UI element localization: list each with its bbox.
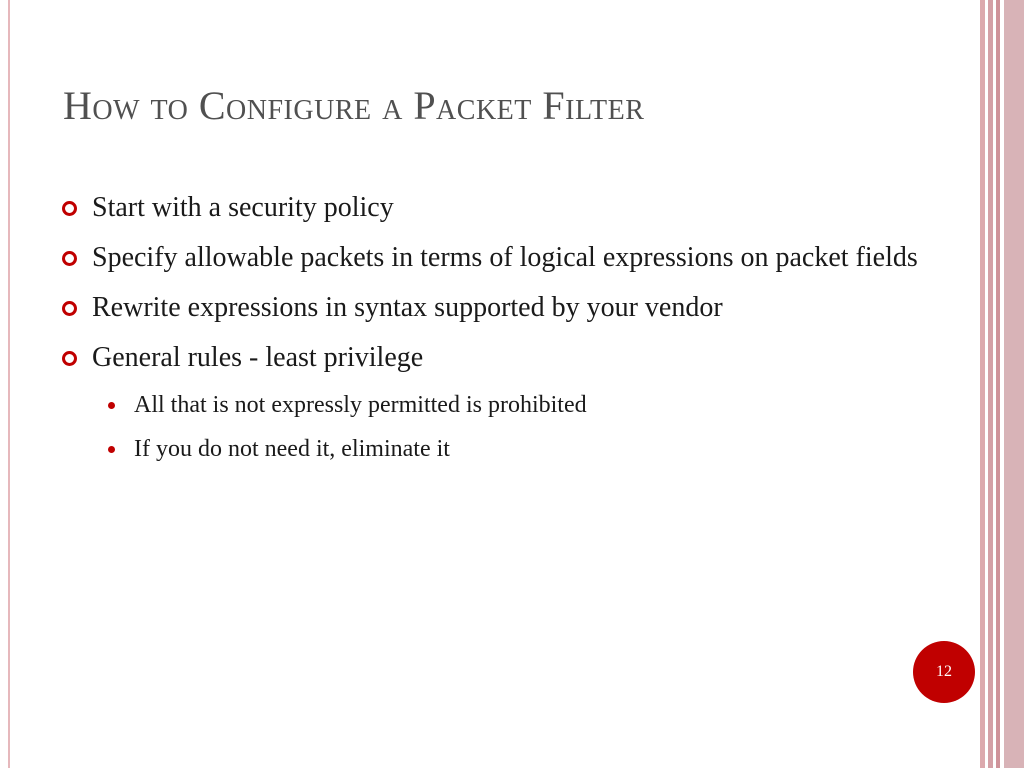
bullet-text: General rules - least privilege	[92, 342, 424, 373]
bullet-text: Specify allowable packets in terms of logical expressions on packet fields	[92, 242, 918, 273]
bullet-text: Rewrite expressions in syntax supported by your vendor	[92, 292, 723, 323]
sub-bullet-item	[102, 388, 982, 422]
bullet-list	[62, 188, 982, 476]
dot-bullet-icon	[102, 388, 134, 422]
right-stripe-3	[996, 0, 1000, 768]
bullet-item	[62, 238, 982, 278]
bullet-item	[62, 288, 982, 328]
sub-bullet-text: All that is not expressly permitted is prohibited	[134, 392, 587, 418]
right-stripe-4	[1004, 0, 1024, 768]
bullet-text: Start with a security policy	[92, 192, 394, 223]
ring-bullet-icon	[62, 188, 92, 228]
ring-bullet-icon	[62, 288, 92, 328]
page-number-badge: 12	[913, 641, 975, 703]
sub-bullet-text: If you do not need it, eliminate it	[134, 436, 450, 462]
dot-bullet-icon	[102, 432, 134, 466]
left-border-rule	[8, 0, 10, 768]
bullet-item	[62, 188, 982, 228]
right-stripe-2	[988, 0, 993, 768]
bullet-item	[62, 338, 982, 378]
slide-title: How to Configure a Packet Filter	[63, 83, 645, 128]
sub-bullet-item	[102, 432, 982, 466]
ring-bullet-icon	[62, 338, 92, 378]
ring-bullet-icon	[62, 238, 92, 278]
